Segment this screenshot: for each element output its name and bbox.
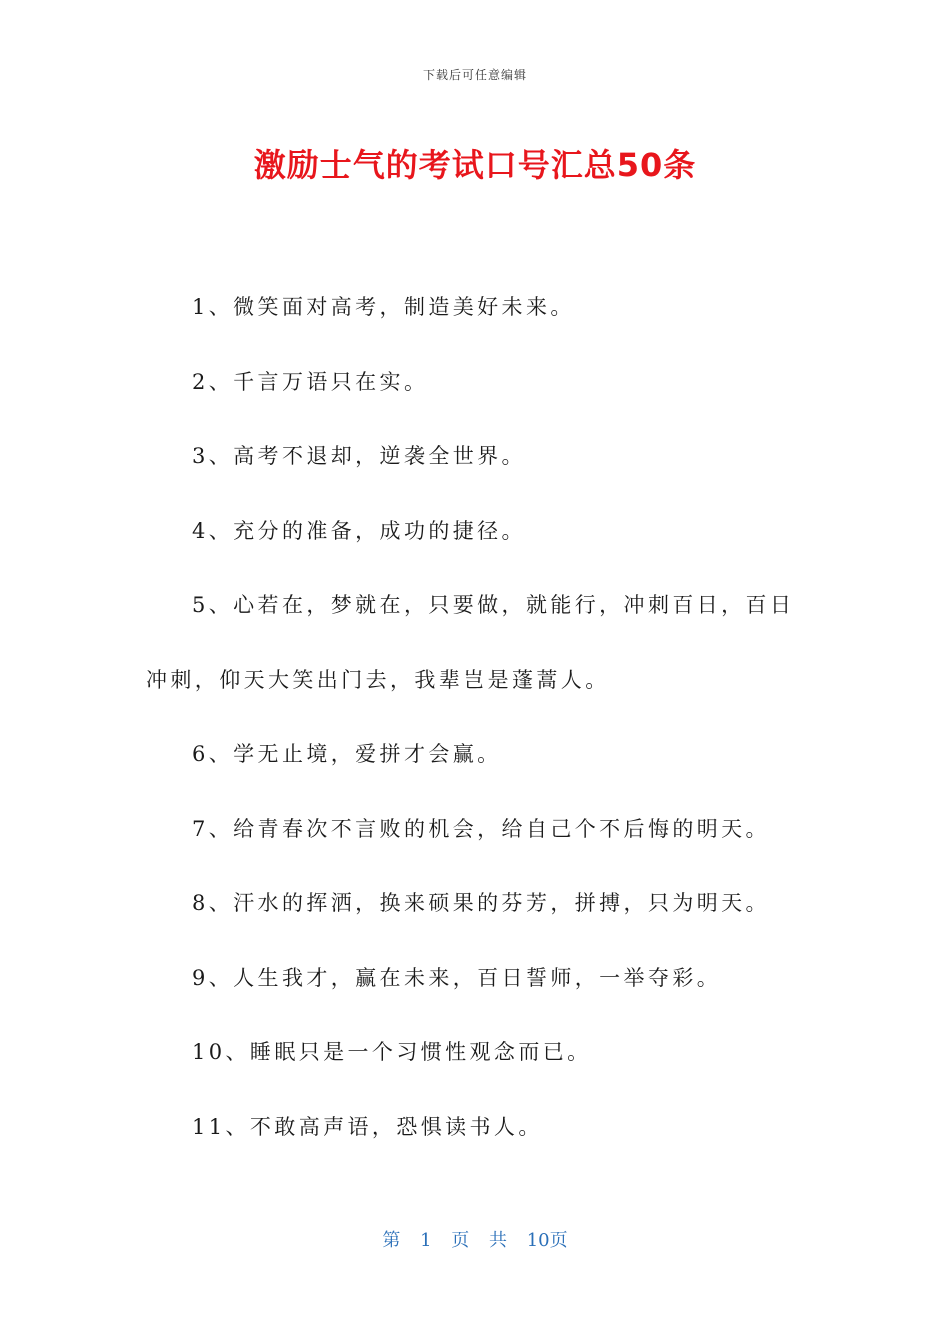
paragraph-11: 11、不敢高声语，恐惧读书人。 [192, 1114, 543, 1139]
page-footer [0, 1226, 950, 1252]
footer-total-word: 共 [489, 1230, 507, 1251]
footer-page-word: 页 [451, 1230, 470, 1251]
paragraph-3: 3、高考不退却，逆袭全世界。 [192, 444, 526, 468]
document-title: 激励士气的考试口号汇总50条 [253, 146, 697, 184]
paragraph-8: 8、汗水的挥洒，换来硕果的芬芳，拼搏，只为明天。 [192, 891, 770, 915]
paragraph-2: 2、千言万语只在实。 [192, 369, 429, 394]
footer-current-page: 1 [420, 1230, 432, 1251]
document-body [146, 270, 806, 1164]
footer-total-pages: 10页 [526, 1230, 568, 1251]
paragraph-7: 7、给青春次不言败的机会，给自己个不后悔的明天。 [192, 816, 770, 841]
paragraph-4: 4、充分的准备，成功的捷径。 [192, 518, 526, 543]
paragraph-6: 6、学无止境，爱拼才会赢。 [192, 742, 502, 766]
paragraph-1: 1、微笑面对高考，制造美好未来。 [192, 295, 575, 319]
footer-prefix: 第 [382, 1230, 401, 1251]
paragraph-5: 5、心若在，梦就在，只要做，就能行，冲刺百日，百日冲刺，仰天大笑出门去，我辈岂是蓬蒿人。 [146, 593, 795, 692]
paragraph-9: 9、人生我才，赢在未来，百日誓师，一举夺彩。 [192, 965, 722, 990]
header-note: 下载后可任意编辑 [422, 68, 527, 82]
paragraph-10: 10、睡眠只是一个习惯性观念而已。 [192, 1040, 592, 1064]
